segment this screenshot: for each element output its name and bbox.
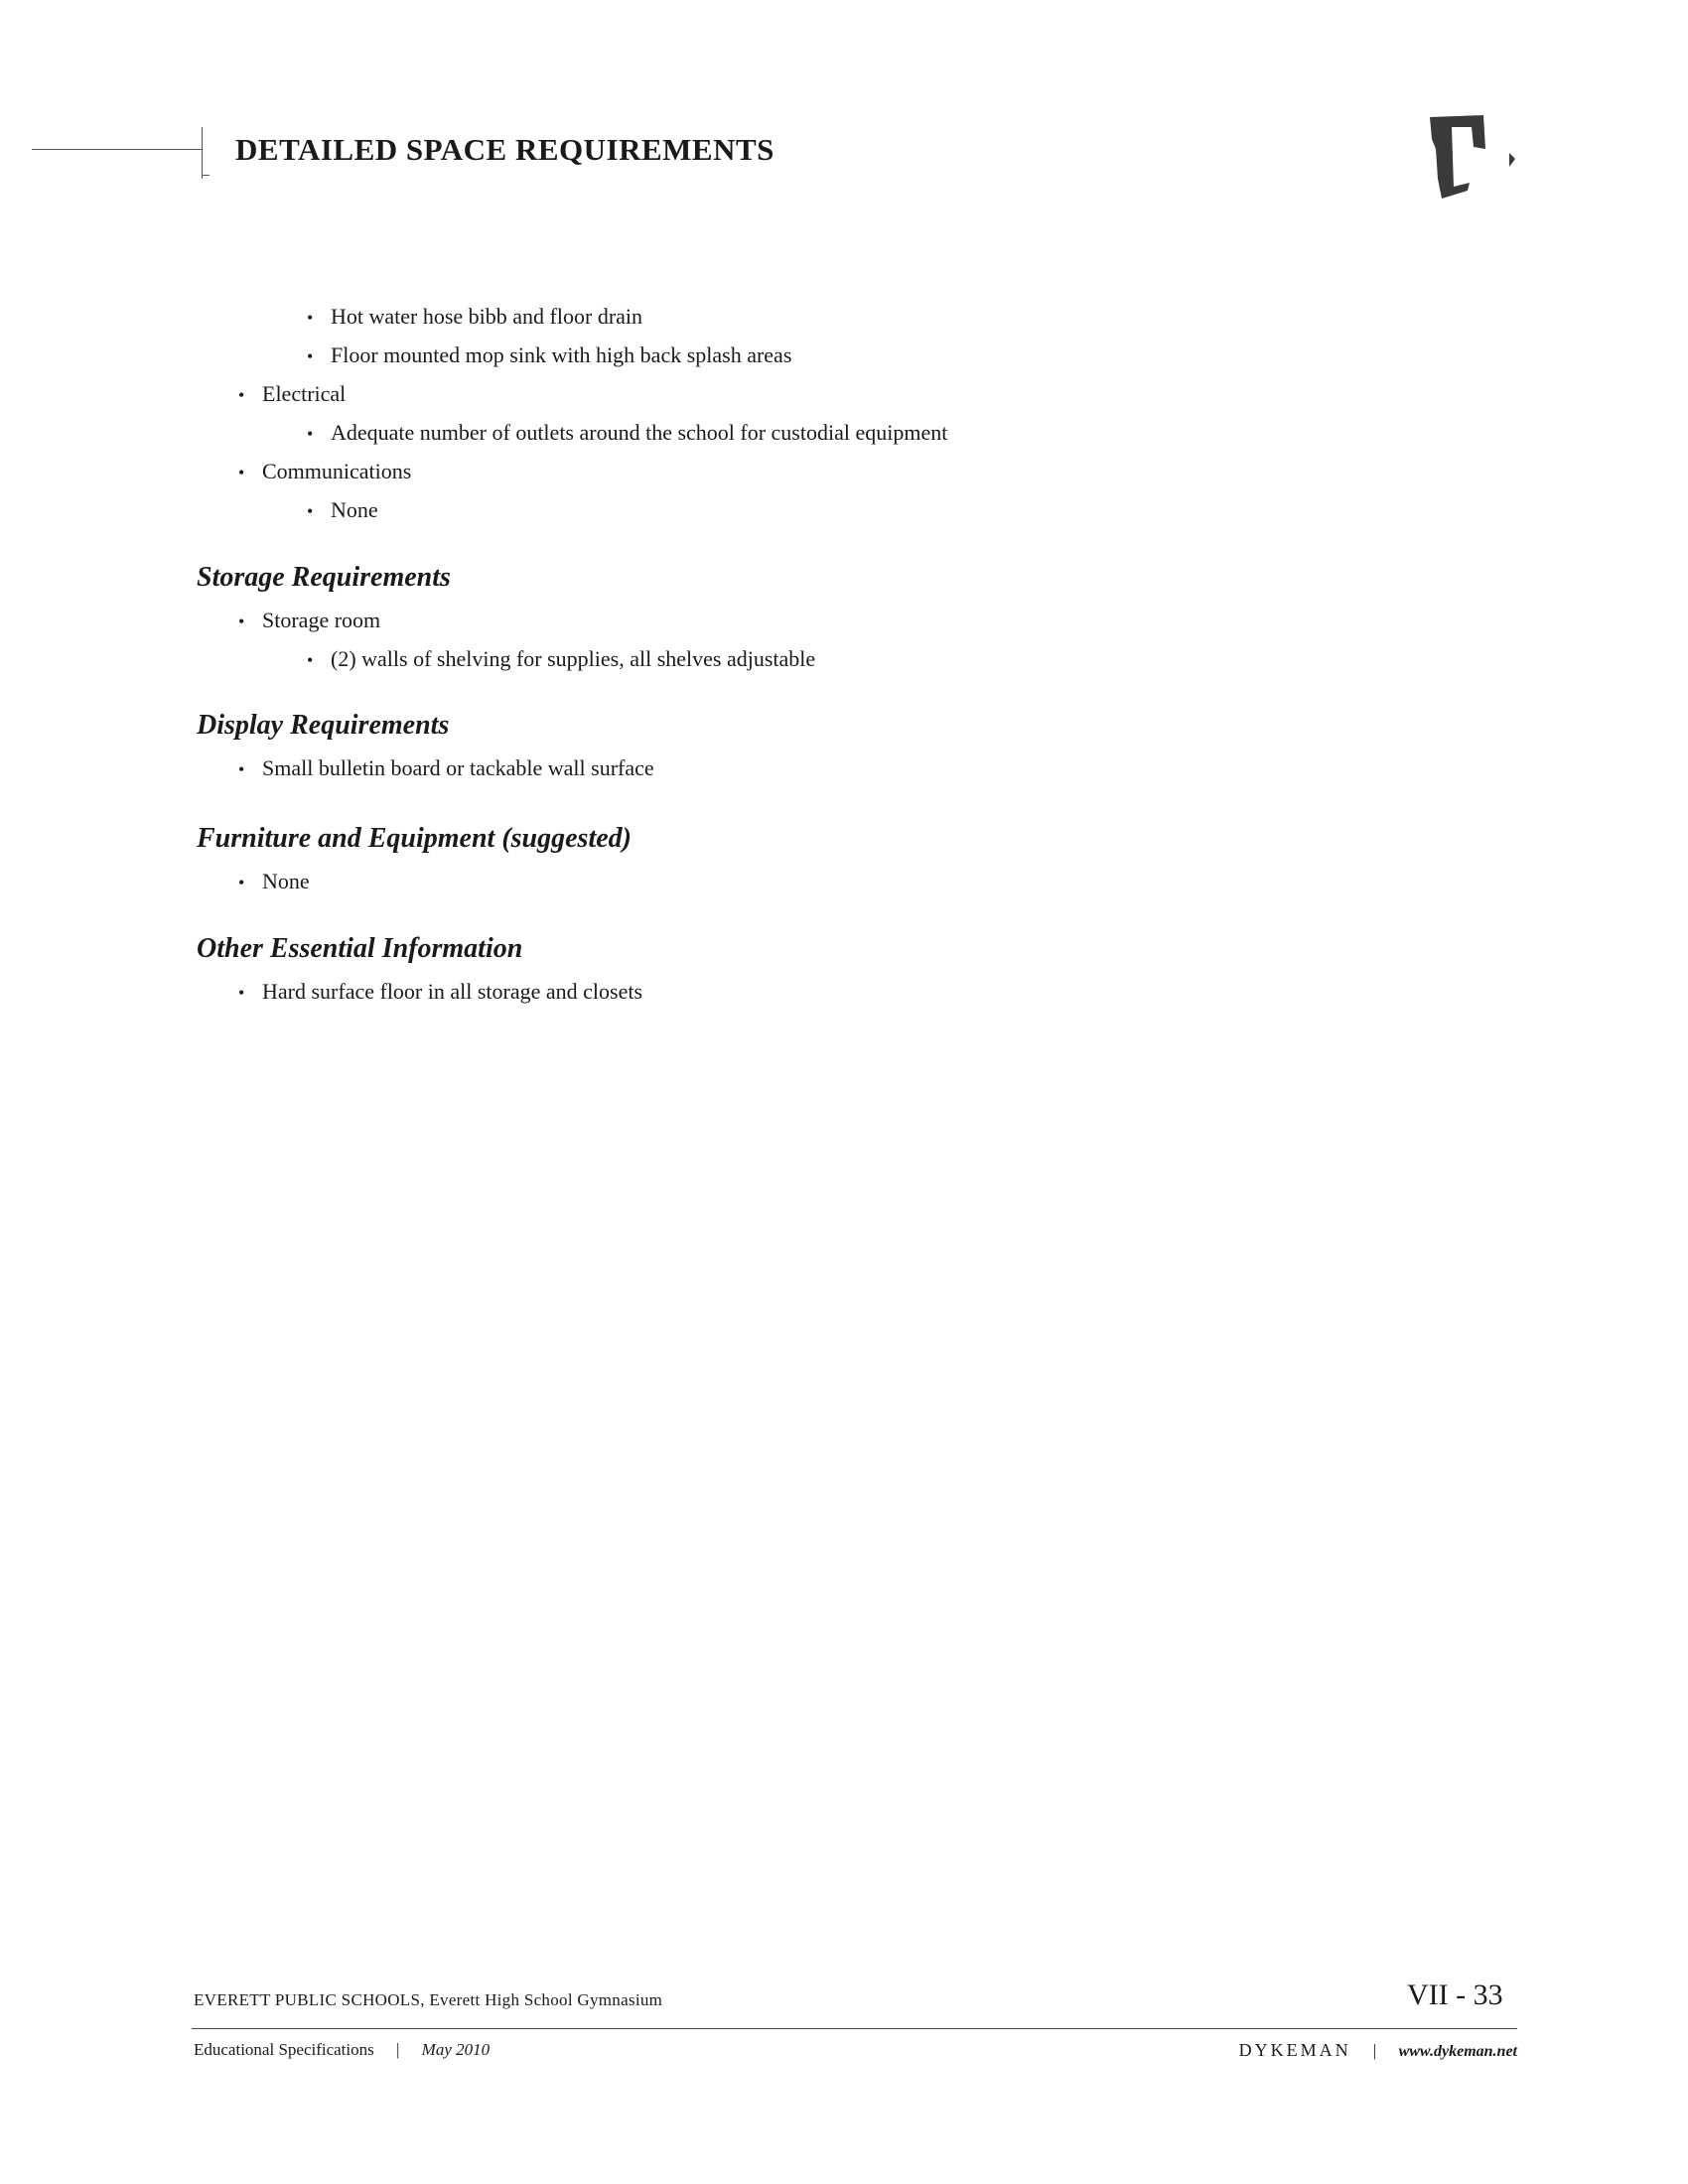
footer-separator: | [396,2040,400,2059]
section-heading: Display Requirements [197,710,450,741]
list-item-text: Adequate number of outlets around the school for custodial equipment [331,420,948,445]
footer-doc-info [194,2040,490,2060]
bullet-icon: • [238,385,245,405]
sub-list-item [307,304,642,331]
list-item [238,755,654,782]
bullet-icon: • [238,873,245,892]
footer-brand: DYKEMAN [1238,2040,1351,2060]
list-item-text: None [331,497,378,522]
footer-rule [192,2028,1517,2029]
footer-brand-block [1239,2040,1517,2061]
list-item-text: Communications [262,459,412,483]
list-item-text: Small bulletin board or tackable wall surface [262,755,654,780]
list-item-text: Storage room [262,608,381,632]
bullet-icon: • [307,501,314,521]
sub-list-item [307,646,815,673]
list-item [238,459,411,485]
section-heading: Furniture and Equipment (suggested) [197,823,632,854]
list-item-text: Electrical [262,381,347,406]
header-rule [32,149,202,150]
list-item-text: Hard surface floor in all storage and closets [262,979,643,1004]
list-item-text: Hot water hose bibb and floor drain [331,304,643,329]
header-tick [202,127,203,179]
bullet-icon: • [238,759,245,779]
section-heading: Other Essential Information [197,933,523,964]
bullet-icon: • [238,463,245,482]
page-title: DETAILED SPACE REQUIREMENTS [235,132,774,167]
footer-url: www.dykeman.net [1398,2043,1517,2060]
list-item-text: None [262,869,310,893]
footer-date: May 2010 [421,2040,491,2059]
footer-brand-separator: | [1372,2041,1377,2060]
bullet-icon: • [238,612,245,631]
list-item [238,869,310,895]
bullet-icon: • [307,424,314,444]
list-item-text: Floor mounted mop sink with high back splash areas [331,342,792,367]
bullet-icon: • [307,308,314,328]
list-item-text: (2) walls of shelving for supplies, all shelves adjustable [331,646,816,671]
footer-org: EVERETT PUBLIC SCHOOLS, Everett High School Gymnasium [194,1990,663,2009]
sub-list-item [307,497,378,524]
list-item [238,381,346,408]
section-tab-logo-icon [1422,109,1521,204]
bullet-icon: • [238,983,245,1003]
sub-list-item [307,342,791,369]
list-item [238,979,642,1006]
page-number: VII - 33 [1407,1979,1503,2011]
sub-list-item [307,420,947,447]
bullet-icon: • [307,650,314,670]
header-tick-foot [202,175,210,176]
footer-doc-name: Educational Specifications [194,2040,374,2059]
bullet-icon: • [307,346,314,366]
list-item [238,608,380,634]
section-heading: Storage Requirements [197,562,451,593]
